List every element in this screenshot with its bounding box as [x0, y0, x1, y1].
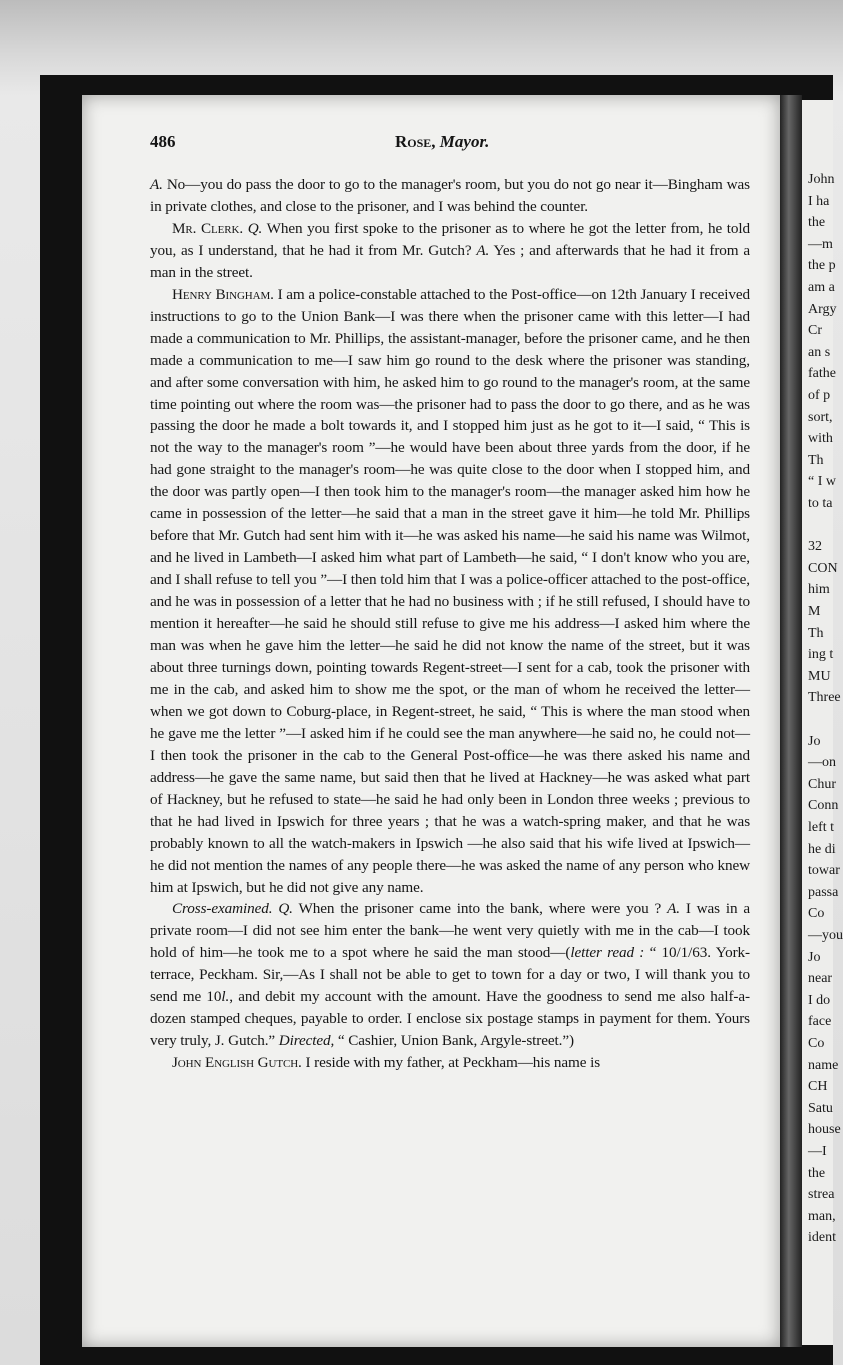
facing-page-fragment: Cr — [808, 323, 822, 339]
facing-page-fragment: left t — [808, 820, 835, 835]
facing-page-edge — [802, 100, 843, 1345]
facing-page-fragment: near — [808, 971, 833, 987]
book-gutter — [780, 95, 802, 1347]
facing-page-fragment: towar — [808, 863, 840, 879]
facing-page-fragment: the — [808, 1165, 826, 1181]
facing-page-fragment: I do — [808, 992, 831, 1008]
facing-page-fragment: —you — [808, 928, 843, 943]
facing-page-fragment: the p — [808, 258, 836, 274]
text-run: No—you do pass the door to go to the manager's room, but you do not go near it—Bingham was in private clothes, and close to the prisoner, and I was behind the counter. — [150, 176, 750, 215]
page-number: 486 — [150, 132, 176, 151]
facing-page-fragment: Chur — [808, 776, 836, 792]
facing-page-fragment: —on — [808, 755, 836, 771]
body-text — [150, 174, 750, 1074]
facing-page-fragment: Co — [808, 1036, 825, 1051]
text-run: I am a police-constable attached to the Post-office—on 12th January I received instructions to go to the Union Bank—I was there when the prisoner came with this letter—I had made a communication to Mr. Phillips, the assistant-manager, before the prisoner came, and he then made a communication to me—I saw him go round to the desk where the prisoner was standing, and after some conversation with him, he asked him to go round to the manager's room, at the same time pointing out where the room was—the prisoner had to pass the door to go there, and as he was passing the door he made a bolt towards it, and I stopped him just as he got to it—I said, “ This is not the way to the manager's room ”—he would have been about three yards from the door, if he had gone straight to the manager's room—he was quite close to the door when I stopped him, and the door was partly open—I then took him to the manager's room—the manager asked him how he came in possession of the letter—he said that a man in the street gave it him—he told Mr. Phillips before that Mr. Gutch had sent him with it—he was asked his name—he said his name was Wilmot, and he lived in Lambeth—I asked him what part of Lambeth—he said, “ I don't know who you are, and I shall refuse to tell you ”—I then told him that I was a police-officer attached to the post-office, and he was in possession of a letter that he had no business with ; if he still refused, I should have to mention it hereafter—he said he should still refuse to give me his address—I asked him where the man was when he gave him the letter—he said he did not know the name of the street, but it was about three turnings down, pointing towards Regent-street—I sent for a cab, took the prisoner with me in the cab, and asked him to show me the spot, or the man of whom he received the letter—when we got down to Coburg-place, in Regent-street, he said, “ This is where the man stood when he gave me the letter ”—I asked him if he could see the man anywhere—he said no, he could not—I then took the prisoner in the cab to the General Post-office—he was there asked his name and address—he gave the same name, but said then that he lived at Hackney—he was asked what part of Hackney, but he refused to state—he said he had only been in London three weeks ; previous to that he had lived in Ipswich for three years ; that he was a watch-spring maker, and that he was probably known to all the watch-makers in Ipswich —he also said that his wife lived at Ipswich—he did not mention the names of any people there—he was asked the name of any person who knew him at Ipswich, but he did not give any name. — [150, 285, 750, 896]
facing-page-fragment: name — [808, 1057, 839, 1073]
facing-page-fragment: 32 — [808, 539, 822, 555]
facing-page-fragment: passa — [808, 884, 839, 900]
facing-page-fragment: Argy — [808, 301, 837, 317]
running-head — [150, 132, 750, 156]
text-run: Henry Bingham. — [172, 285, 274, 303]
paragraph — [150, 1052, 750, 1074]
text-run: Mr. Clerk. — [172, 219, 244, 237]
paragraph — [150, 284, 750, 899]
facing-page-fragment: I ha — [808, 193, 830, 209]
paragraph — [150, 218, 750, 284]
facing-page-fragment: Co — [808, 906, 825, 922]
facing-page-fragment: Th — [808, 452, 824, 468]
facing-page-fragment: MU — [808, 668, 831, 684]
facing-page-fragment: —m — [808, 236, 833, 252]
text-run: Yes ; and afterwards that he had it from a man in the street. — [150, 241, 750, 281]
heading-office: Mayor. — [439, 132, 490, 151]
facing-page-fragment: sort, — [808, 409, 833, 425]
facing-page-fragment: ident — [808, 1230, 836, 1246]
text-run: A. — [667, 900, 680, 918]
text-run: Q. — [247, 219, 263, 237]
facing-page-fragment: him — [808, 582, 830, 598]
facing-page-fragment: Th — [808, 625, 824, 641]
text-run: I was in a private room—I did not see him enter the bank—he went very quietly with me in the cab—I took hold of him—he took me to a spot where he said the man stood—( — [150, 900, 750, 962]
facing-page-fragment: am a — [808, 280, 835, 295]
text-run: Cross-examined. Q. — [172, 900, 293, 918]
facing-page-fragment: of p — [808, 388, 831, 403]
text-run: I reside with my father, at Peckham—his name is — [301, 1054, 601, 1072]
facing-page-fragment: face — [808, 1014, 832, 1030]
text-run: letter read : — [570, 944, 645, 962]
facing-page-fragment: Three — [808, 690, 841, 706]
facing-page-fragment: house — [808, 1122, 841, 1138]
paragraph — [150, 898, 750, 1052]
text-run: , and debit my account with the amount. Have the goodness to send me also half-a-dozen stamped cheques, payable to order. I enclose six postage stamps in payment for them. Yours very truly, J. Gutch.” — [150, 988, 750, 1050]
text-run: Directed, — [278, 1032, 335, 1050]
facing-page-fragment: M — [808, 604, 821, 619]
facing-page-fragment: an s — [808, 344, 831, 360]
facing-page-fragment: Conn — [808, 798, 839, 814]
facing-page-fragment: with — [808, 431, 833, 447]
facing-page-fragment: fathe — [808, 366, 836, 382]
facing-page-fragment: strea — [808, 1187, 835, 1203]
facing-page-fragment: CH — [808, 1079, 828, 1095]
facing-page-fragment: CON — [808, 560, 838, 576]
facing-page-fragment: “ I w — [808, 474, 836, 490]
text-run: When you first spoke to the prisoner as to where he got the letter from, he told you, as I understand, that he had it from Mr. Gutch? — [150, 219, 750, 259]
text-run: “ Cashier, Union Bank, Argyle-street.”) — [334, 1032, 574, 1050]
facing-page-fragment: —I — [808, 1144, 827, 1159]
text-run: A. — [150, 176, 163, 193]
facing-page-fragment: to ta — [808, 496, 833, 511]
text-run: A. — [476, 241, 490, 259]
facing-page-fragment: ing t — [808, 647, 834, 663]
paragraph — [150, 174, 750, 218]
text-run: l. — [221, 988, 230, 1006]
facing-page-fragment: Satu — [808, 1100, 833, 1116]
text-run: When the prisoner came into the bank, where were you ? — [292, 900, 668, 918]
page-heading — [395, 132, 489, 152]
facing-page-fragment: the — [808, 215, 826, 231]
facing-page-fragment: man, — [808, 1208, 836, 1224]
text-run: John English Gutch. — [172, 1054, 302, 1072]
facing-page-fragment: Jo — [808, 733, 821, 749]
facing-page-fragment: he di — [808, 841, 836, 857]
heading-name: Rose, — [395, 132, 436, 151]
facing-page-fragment: John — [808, 172, 835, 187]
facing-page-fragment: Jo — [808, 949, 821, 965]
text-run: “ 10/1/63. York-terrace, Peckham. Sir,—As I shall not be able to get to town for a day or two, I will thank you to send me 10 — [150, 944, 750, 1006]
